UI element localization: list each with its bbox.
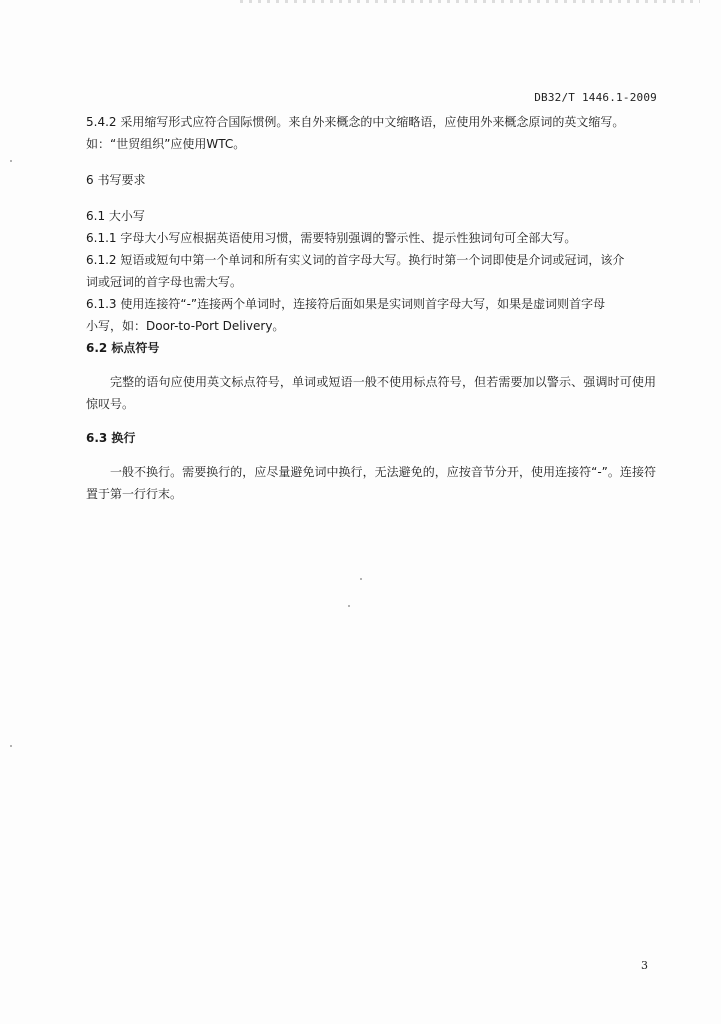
scan-speck (10, 160, 12, 162)
clause-6-1-1: 6.1.1 字母大小写应根据英语使用习惯，需要特别强调的警示性、提示性独词句可全部大写。 (86, 231, 577, 245)
clause-6-2-body: 完整的语句应使用英文标点符号，单词或短语一般不使用标点符号，但若需要加以警示、强调时可使用惊叹号。 (86, 375, 656, 411)
section-6-2-heading: 6.2 标点符号 (86, 341, 160, 355)
scan-speck (10, 745, 12, 747)
scan-artifact (240, 0, 700, 3)
clause-6-1-2-line1: 6.1.2 短语或短句中第一个单词和所有实义词的首字母大写。换行时第一个词即使是介词或冠词，该介 (86, 253, 625, 267)
clause-6-3-body: 一般不换行。需要换行的，应尽量避免词中换行，无法避免的，应按音节分开，使用连接符“-”。连接符置于第一行行末。 (86, 465, 656, 501)
clause-6-1-3-line2: 小写，如：Door-to-Port Delivery。 (86, 319, 285, 333)
section-6-heading: 6 书写要求 (86, 173, 146, 187)
scan-speck (360, 578, 362, 580)
page-number: 3 (641, 959, 648, 972)
section-6-3-heading: 6.3 换行 (86, 431, 136, 445)
clause-6-1-3-line1: 6.1.3 使用连接符“-”连接两个单词时，连接符后面如果是实词则首字母大写，如果是虚词则首字母 (86, 297, 606, 311)
scan-speck (348, 605, 350, 607)
document-code: DB32/T 1446.1-2009 (534, 91, 657, 104)
clause-6-1-2-line2: 词或冠词的首字母也需大写。 (86, 275, 243, 289)
clause-5-4-2-line2: 如：“世贸组织”应使用WTC。 (86, 137, 246, 151)
document-body (86, 111, 656, 517)
clause-5-4-2-line1: 5.4.2 采用缩写形式应符合国际惯例。来自外来概念的中文缩略语，应使用外来概念原词的英文缩写。 (86, 115, 625, 129)
section-6-1-heading: 6.1 大小写 (86, 209, 145, 223)
